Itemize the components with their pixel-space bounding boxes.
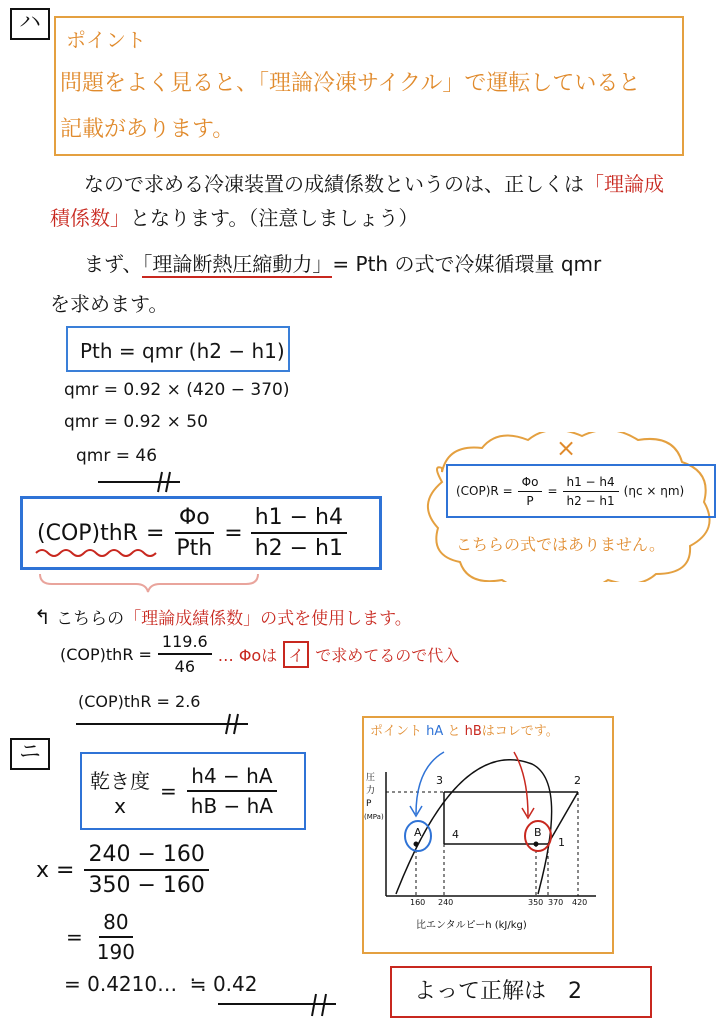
ph-point-4: 4 xyxy=(452,828,459,841)
calc-1-frac xyxy=(158,632,212,676)
wrong-formula-frac-2 xyxy=(563,475,619,508)
cop-formula-f1-den: Pth xyxy=(176,536,213,561)
calc-1-note-a: … Φoは xyxy=(217,645,278,665)
ph-tick-160: 160 xyxy=(410,898,426,907)
section-ni-label: ニ xyxy=(10,738,50,770)
dryness-lhs xyxy=(90,765,150,818)
cop-formula-frac-2 xyxy=(251,505,347,561)
wrong-formula-f1-den: P xyxy=(526,493,534,508)
wrong-formula-f1-num: Φo xyxy=(518,475,543,492)
calc-1 xyxy=(60,632,459,676)
ph-tick-350: 350 xyxy=(528,898,544,907)
qmr-step-1: qmr = 0.92 × (420 − 370) xyxy=(64,380,290,400)
qmr-result-underline xyxy=(96,470,186,494)
ph-point-3: 3 xyxy=(436,774,443,787)
ph-diagram-title-e: はコレです。 xyxy=(481,724,559,739)
x-calc-num2: 80 xyxy=(99,910,132,938)
x-calc-underline xyxy=(216,992,340,1018)
dryness-lhs-top: 乾き度 xyxy=(90,768,150,793)
paragraph-2-text-c: = Pth の式で冷媒循環量 qmr xyxy=(332,252,602,276)
section-ha-label: ハ xyxy=(10,8,50,40)
paragraph-1-text-d: となります。（注意しましょう） xyxy=(130,206,419,230)
x-calc-num: 240 − 160 xyxy=(84,842,208,871)
calc-1-den: 46 xyxy=(174,657,195,676)
cop-formula-f2-den: h2 − h1 xyxy=(254,536,343,561)
ph-tick-420: 420 xyxy=(572,898,588,907)
dryness-den: hB − hA xyxy=(190,794,273,818)
wrong-formula-f2-num: h1 − h4 xyxy=(563,475,619,492)
paragraph-2-text-a: まず、 xyxy=(84,252,143,276)
paragraph-2-text-b: 「理論断熱圧縮動力」 xyxy=(142,252,333,276)
cop-formula-eq2: = xyxy=(224,520,243,546)
x-calc-3: = 0.4210… ≒ 0.42 xyxy=(64,972,258,996)
dryness-formula-box xyxy=(80,752,306,830)
dryness-lhs-bottom: x xyxy=(114,793,126,818)
dryness-frac xyxy=(187,764,277,818)
dryness-num: h4 − hA xyxy=(187,764,276,792)
x-calc-den2: 190 xyxy=(96,940,135,964)
point-line-1: 問題をよく見ると、「理論冷凍サイクル」で運転していると xyxy=(60,71,641,96)
use-note-text-c: の式を使用します。 xyxy=(260,609,412,629)
x-calc-1 xyxy=(36,842,209,898)
paragraph-1-line-2 xyxy=(50,202,418,231)
paragraph-1-line-1 xyxy=(84,168,664,197)
answer-box: よって正解は 2 xyxy=(390,966,652,1018)
calc-1-num: 119.6 xyxy=(158,632,212,655)
paragraph-2-line-2: を求めます。 xyxy=(50,292,169,316)
ph-circle-b-label: B xyxy=(534,826,542,839)
ph-ylabel-2: 力 xyxy=(366,786,376,796)
ph-point-1: 1 xyxy=(558,836,565,849)
use-note-text-b: 「理論成績係数」 xyxy=(124,609,261,629)
x-calc-lhs: x = xyxy=(36,857,75,883)
wrong-formula-lhs: (COP)R = xyxy=(456,484,513,498)
ph-tick-240: 240 xyxy=(438,898,454,907)
cop-underline-wavy xyxy=(34,546,164,560)
wrong-formula-f2-den: h2 − h1 xyxy=(566,493,615,508)
point-line-2: 記載があります。 xyxy=(60,117,235,142)
cop-brace xyxy=(38,572,262,594)
use-note xyxy=(34,604,412,629)
x-calc-frac-1 xyxy=(84,842,208,898)
paragraph-1-text-c: 積係数」 xyxy=(50,206,130,230)
cop-formula-lhs: (COP)thR xyxy=(37,520,138,546)
cop-formula-f1-num: Φo xyxy=(175,505,214,534)
ph-diagram-title-a: ポイント xyxy=(370,724,423,739)
cop-formula-frac-1 xyxy=(172,505,216,561)
paragraph-2-line-1 xyxy=(84,248,601,277)
calc-2: (COP)thR = 2.6 xyxy=(78,692,201,711)
ph-diagram-title-d: hB xyxy=(464,724,482,739)
dryness-eq: = xyxy=(160,779,177,803)
paragraph-1-text-b: 「理論成 xyxy=(584,172,664,196)
wrong-formula-tail: (ηc × ηm) xyxy=(623,484,685,498)
calc-1-lhs: (COP)thR = xyxy=(60,644,152,664)
ph-diagram-title-b: hA xyxy=(426,724,444,739)
use-note-text-a: こちらの xyxy=(56,609,125,629)
ph-ylabel-3: P xyxy=(366,799,372,809)
use-note-arrow-icon: ↰ xyxy=(34,605,51,629)
calc-1-note-b: で求めてるので代入 xyxy=(315,645,460,665)
ph-ylabel xyxy=(366,772,384,824)
qmr-step-2: qmr = 0.92 × 50 xyxy=(64,412,208,432)
ph-circle-a-label: A xyxy=(414,826,422,839)
wrong-formula-frac-1 xyxy=(518,475,543,508)
calc-1-note-box: イ xyxy=(283,641,309,668)
wrong-formula-note: こちらの式ではありません。 xyxy=(456,535,665,554)
x-calc-2 xyxy=(66,910,139,964)
cop-formula-eq1: = xyxy=(145,520,165,546)
wrong-formula-eq: = xyxy=(547,484,558,498)
ph-ylabel-unit: (MPa) xyxy=(364,813,384,821)
pth-formula-box: Pth = qmr (h2 − h1) xyxy=(66,326,290,372)
qmr-step-3: qmr = 46 xyxy=(76,446,158,466)
paragraph-1-text-a: なので求める冷凍装置の成績係数というのは、正しくは xyxy=(84,172,584,196)
ph-xlabel: 比エンタルピーh (kJ/kg) xyxy=(416,920,527,931)
point-title: ポイント xyxy=(66,28,146,52)
ph-point-2: 2 xyxy=(574,774,581,787)
x-calc-den: 350 − 160 xyxy=(88,873,205,898)
ph-diagram-title-c: と xyxy=(447,724,461,739)
wrong-formula-box xyxy=(446,464,716,518)
x-calc-eq2: = xyxy=(66,925,83,949)
calc-2-underline xyxy=(74,712,254,736)
cop-formula-f2-num: h1 − h4 xyxy=(251,505,347,534)
ph-ylabel-1: 圧 xyxy=(366,773,376,783)
wrong-mark-icon: × xyxy=(556,434,577,462)
x-calc-frac-2 xyxy=(93,910,139,964)
ph-tick-370: 370 xyxy=(548,898,564,907)
